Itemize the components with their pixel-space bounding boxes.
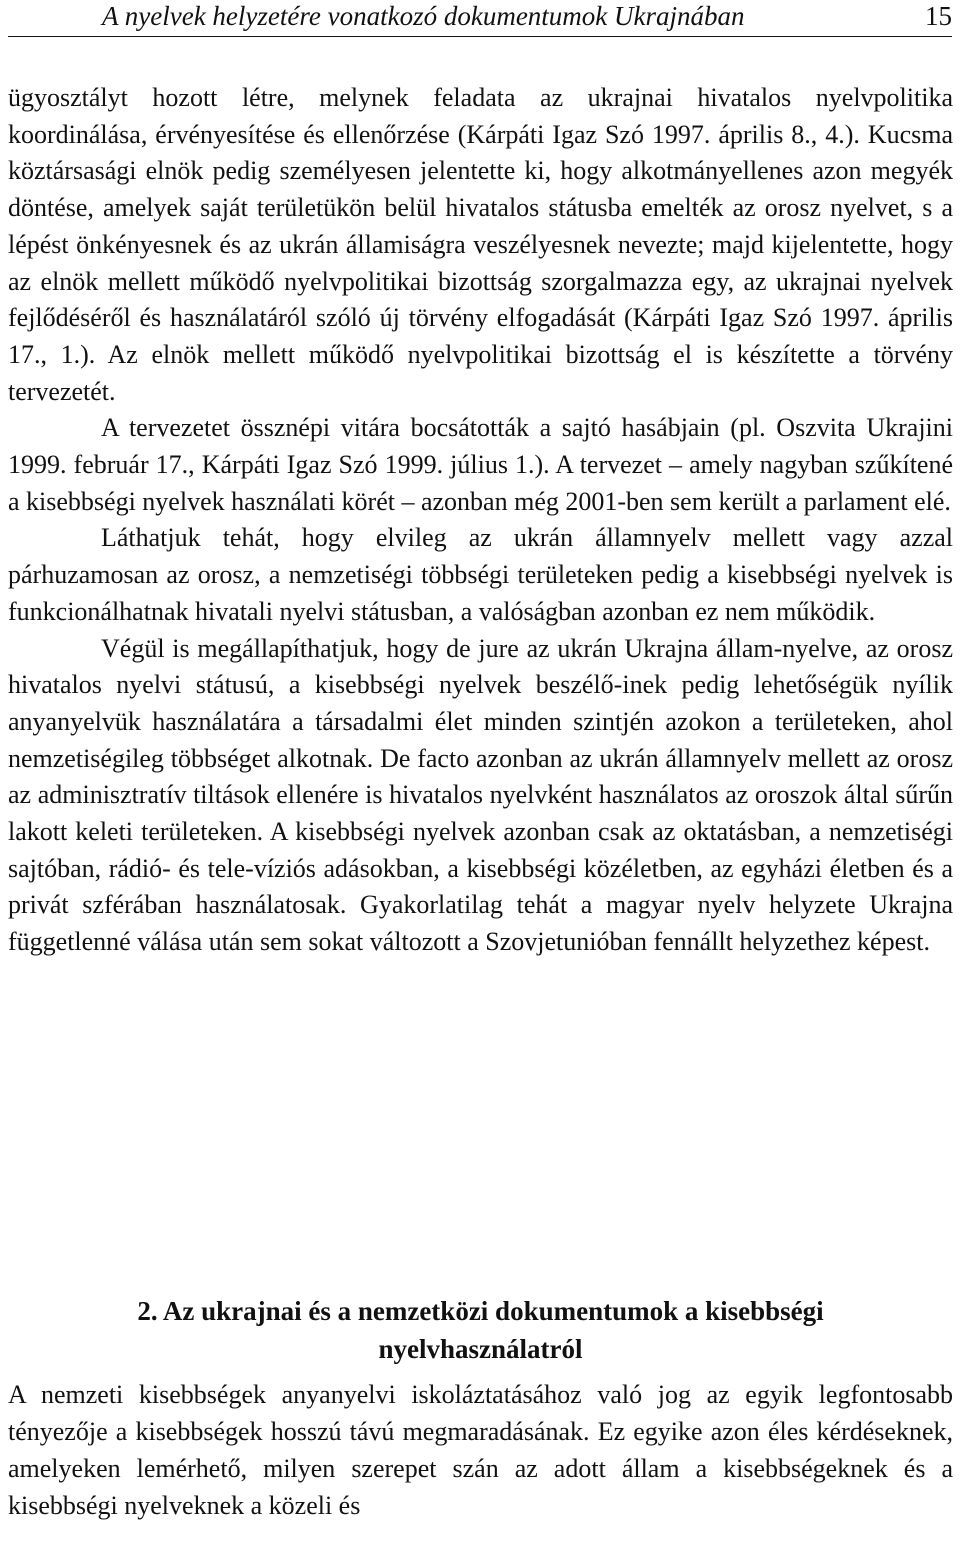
header-title: A nyelvek helyzetére vonatkozó dokumentumok Ukrajnában: [102, 1, 745, 31]
body-text-top: [8, 80, 953, 961]
paragraph-3: Láthatjuk tehát, hogy elvileg az ukrán államnyelv mellett vagy azzal párhuzamosan az orosz, a nemzetiségi többségi területeken pedig a kisebbségi nyelvek is funkcionálhatnak hivatali nyelvi státusban, a valóságban azonban ez nem működik.: [8, 523, 953, 626]
section-heading: [8, 1292, 953, 1368]
paragraph-1: ügyosztályt hozott létre, melynek feladata az ukrajnai hivatalos nyelvpolitika koordinálása, érvényesítése és ellenőrzése (Kárpáti Igaz Szó 1997. április 8., 4.). Kucsma köztársasági elnök pedig személyesen jelentette ki, hogy alkotmányellenes azon megyék döntése, amelyek saját területükön belül hivatalos státusba emelték az orosz nyelvet, s a lépést önkényesnek és az ukrán államiságra veszélyesnek nevezte; majd kijelentette, hogy az elnök mellett működő nyelvpolitikai bizottság szorgalmazza egy, az ukrajnai nyelvek fejlődéséről és használatáról szóló új törvény elfogadását (Kárpáti Igaz Szó 1997. április 17., 1.). Az elnök mellett működő nyelvpolitikai bizottság el is készítette a törvény tervezetét.: [8, 83, 953, 406]
paragraph-4: Végül is megállapíthatjuk, hogy de jure az ukrán Ukrajna állam-nyelve, az orosz hivatalos nyelvi státusú, a kisebbségi nyelvek beszélő-inek pedig lehetőségük nyílik anyanyelvük használatára a társadalmi élet minden szintjén azokon a területeken, ahol nemzetiségileg többséget alkotnak. De facto azonban az ukrán államnyelv mellett az orosz az adminisztratív tiltások ellenére is hivatalos nyelvként használatos az oroszok által sűrűn lakott keleti területeken. A kisebbségi nyelvek azonban csak az oktatásban, a nemzetiségi sajtóban, rádió- és tele-víziós adásokban, a kisebbségi közéletben, az egyházi életben és a privát szférában használatosak. Gyakorlatilag tehát a magyar nyelv helyzete Ukrajna függetlenné válása után sem sokat változott a Szovjetunióban fennállt helyzethez képest.: [8, 633, 953, 957]
section-heading-line-1: 2. Az ukrajnai és a nemzetközi dokumentumok a kisebbségi: [137, 1296, 824, 1326]
section-heading-line-2: nyelvhasználatról: [378, 1334, 583, 1364]
body-text-section: [8, 1376, 953, 1524]
page-number: 15: [925, 1, 952, 31]
paragraph-2: A tervezetet össznépi vitára bocsátották a sajtó hasábjain (pl. Oszvita Ukrajini 1999. február 17., Kárpáti Igaz Szó 1999. július 1.). A tervezet – amely nagyban szűkítené a kisebbségi nyelvek használati körét – azonban még 2001-ben sem került a parlament elé.: [8, 413, 953, 516]
section-paragraph: A nemzeti kisebbségek anyanyelvi iskoláztatásához való jog az egyik legfontosabb tényezője a kisebbségek hosszú távú megmaradásának. Ez egyike azon éles kérdéseknek, amelyeken lemérhető, milyen szerepet szán az adott állam a kisebbségeknek és a kisebbségi nyelveknek a közeli és: [8, 1380, 953, 1520]
running-header: [8, 0, 952, 37]
